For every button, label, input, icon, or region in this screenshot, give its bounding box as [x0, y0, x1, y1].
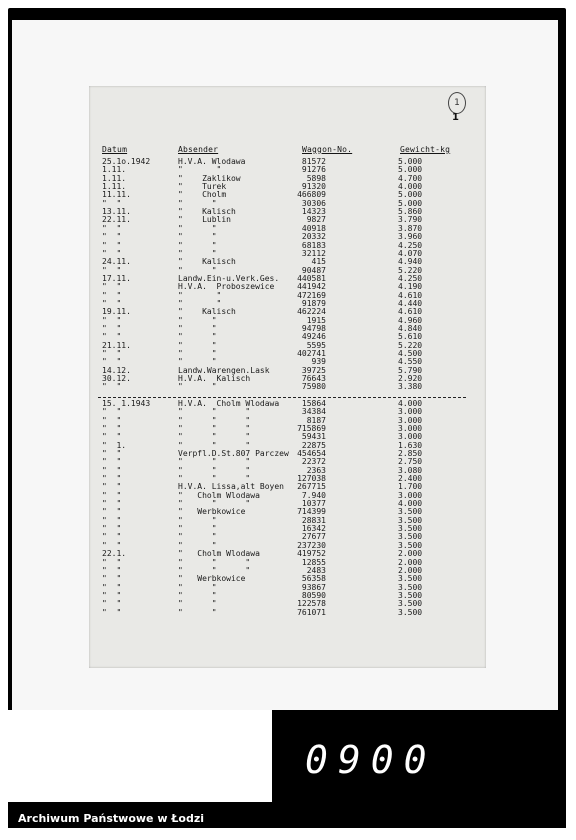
cell-datum: 17.11. [102, 273, 131, 283]
table-row [0, 383, 576, 391]
cell-datum: " " [102, 457, 122, 467]
cell-gewicht: 2.920 [398, 374, 423, 384]
header-waggon: Waggon-No. [302, 145, 353, 154]
cell-datum: " " [102, 324, 122, 333]
cell-absender: " " [178, 298, 222, 308]
cell-gewicht: 3.960 [398, 232, 423, 242]
cell-datum: " " [102, 448, 122, 458]
cell-waggon: 10377 [301, 499, 326, 508]
cell-absender: " " " [178, 465, 251, 475]
table-row [0, 333, 576, 341]
cell-waggon: 14323 [301, 207, 326, 217]
table-row [0, 358, 576, 366]
cell-waggon: 22875 [301, 440, 326, 450]
cell-waggon: 9827 [306, 215, 326, 225]
table-row [0, 158, 576, 166]
blank-label-area [8, 710, 272, 802]
table-row [0, 233, 576, 241]
cell-absender: " " " [178, 557, 251, 567]
page-number: 1 [452, 112, 459, 123]
cell-waggon: 2483 [306, 565, 326, 575]
table-row [0, 250, 576, 258]
table-row [0, 433, 576, 441]
cell-datum: " " [102, 473, 122, 483]
cell-absender: " " [178, 607, 217, 617]
table-row [0, 500, 576, 508]
cell-waggon: 27677 [301, 532, 326, 542]
cell-gewicht: 5.000 [398, 198, 423, 208]
cell-gewicht: 5.790 [398, 365, 423, 375]
cell-gewicht: 3.500 [398, 507, 423, 517]
table-row [0, 400, 576, 408]
cell-absender: Landw.Warengen.Lask [178, 365, 270, 375]
cell-datum: " " [102, 565, 122, 575]
cell-gewicht: 2.850 [398, 448, 423, 458]
cell-absender: H.V.A. Kalisch [178, 374, 251, 384]
cell-datum: " " [102, 382, 122, 392]
cell-gewicht: 4.250 [398, 240, 423, 250]
table-row [0, 325, 576, 333]
cell-absender: " " " [178, 499, 251, 508]
cell-gewicht: 2.750 [398, 457, 423, 467]
cell-absender: " " " [178, 565, 251, 575]
table-row [0, 300, 576, 308]
cell-waggon: 462224 [297, 307, 326, 317]
cell-datum: " " [102, 423, 122, 433]
cell-gewicht: 3.080 [398, 465, 423, 475]
cell-waggon: 34384 [301, 407, 326, 417]
cell-datum: " " [102, 490, 122, 500]
cell-gewicht: 3.500 [398, 540, 423, 550]
cell-datum: " " [102, 574, 122, 584]
cell-waggon: 454654 [297, 448, 326, 458]
cell-absender: " " [178, 290, 222, 300]
cell-gewicht: 2.000 [398, 549, 423, 559]
table-row [0, 483, 576, 491]
table-row [0, 342, 576, 350]
table-row [0, 283, 576, 291]
cell-datum: 24.11. [102, 257, 131, 267]
cell-waggon: 40918 [301, 223, 326, 233]
cell-gewicht: 5.220 [398, 265, 423, 275]
cell-absender: " " [178, 232, 217, 242]
cell-datum: " " [102, 265, 122, 275]
table-row [0, 175, 576, 183]
cell-absender: " " " [178, 432, 251, 442]
cell-gewicht: 4.960 [398, 315, 423, 325]
table-row [0, 492, 576, 500]
cell-waggon: 12855 [301, 557, 326, 567]
cell-waggon: 237230 [297, 540, 326, 550]
cell-datum: 22.1. [102, 549, 127, 559]
cell-waggon: 39725 [301, 365, 326, 375]
cell-absender: " " [178, 515, 217, 525]
cell-absender: " Lublin [178, 215, 231, 225]
cell-absender: " " [178, 265, 217, 275]
cell-absender: " " " [178, 473, 251, 483]
cell-absender: Landw.Ein-u.Verk.Ges. [178, 273, 280, 283]
cell-waggon: 440581 [297, 273, 326, 283]
cell-datum: 13.11. [102, 207, 131, 217]
cell-waggon: 127038 [297, 473, 326, 483]
cell-datum: 1.11. [102, 173, 127, 183]
table-row [0, 600, 576, 608]
cell-datum: " " [102, 298, 122, 308]
cell-waggon: 94798 [301, 324, 326, 333]
header-absender: Absender [178, 145, 219, 154]
cell-gewicht: 3.500 [398, 599, 423, 609]
cell-gewicht: 4.000 [398, 398, 423, 408]
cell-absender: " Zaklikow [178, 173, 241, 183]
cell-gewicht: 4.610 [398, 290, 423, 300]
cell-waggon: 419752 [297, 549, 326, 559]
table-row [0, 375, 576, 383]
cell-datum: " " [102, 198, 122, 208]
cell-gewicht: 5.610 [398, 332, 423, 342]
cell-gewicht: 5.000 [398, 157, 423, 166]
cell-waggon: 16342 [301, 524, 326, 533]
cell-datum: " " [102, 315, 122, 325]
table-row [0, 275, 576, 283]
cell-gewicht: 4.190 [398, 282, 423, 292]
cell-waggon: 80590 [301, 590, 326, 600]
cell-waggon: 20332 [301, 232, 326, 242]
cell-datum: " " [102, 607, 122, 617]
cell-waggon: 91879 [301, 298, 326, 308]
cell-gewicht: 2.000 [398, 565, 423, 575]
cell-gewicht: 2.400 [398, 473, 423, 483]
cell-gewicht: 3.790 [398, 215, 423, 225]
cell-absender: " " [178, 332, 217, 342]
cell-gewicht: 3.500 [398, 524, 423, 533]
cell-gewicht: 3.500 [398, 574, 423, 584]
cell-gewicht: 4.500 [398, 349, 423, 358]
cell-datum: " " [102, 290, 122, 300]
cell-absender: " Werbkowice [178, 574, 246, 584]
cell-datum: " 1. [102, 440, 127, 450]
cell-datum: 19.11. [102, 307, 131, 317]
cell-datum: " " [102, 349, 122, 358]
cell-gewicht: 3.500 [398, 582, 423, 592]
table-row [0, 525, 576, 533]
cell-waggon: 939 [311, 357, 326, 367]
cell-gewicht: 3.500 [398, 590, 423, 600]
table-row [0, 367, 576, 375]
header-datum: Datum [102, 145, 128, 154]
cell-waggon: 441942 [297, 282, 326, 292]
cell-gewicht: 3.380 [398, 382, 423, 392]
table-row [0, 258, 576, 266]
cell-waggon: 91320 [301, 182, 326, 192]
cell-datum: " " [102, 232, 122, 242]
cell-gewicht: 3.500 [398, 607, 423, 617]
table-row [0, 575, 576, 583]
table-row [0, 225, 576, 233]
cell-absender: H.V.A. Proboszewice [178, 282, 275, 292]
table-row [0, 292, 576, 300]
cell-waggon: 15864 [301, 398, 326, 408]
cell-gewicht: 3.500 [398, 532, 423, 542]
cell-waggon: 68183 [301, 240, 326, 250]
cell-datum: " " [102, 415, 122, 425]
table-row [0, 592, 576, 600]
cell-waggon: 30306 [301, 198, 326, 208]
cell-absender: " " " [178, 457, 251, 467]
cell-waggon: 1915 [306, 315, 326, 325]
cell-gewicht: 4.610 [398, 307, 423, 317]
cell-datum: " " [102, 248, 122, 258]
table-row [0, 208, 576, 216]
cell-absender: " " [178, 524, 217, 533]
cell-waggon: 90487 [301, 265, 326, 275]
cell-absender: " " [178, 315, 217, 325]
cell-absender: " " [178, 590, 217, 600]
cell-waggon: 472169 [297, 290, 326, 300]
cell-datum: " " [102, 465, 122, 475]
cell-absender: " Werbkowice [178, 507, 246, 517]
table-row [0, 584, 576, 592]
table-row [0, 183, 576, 191]
table-row [0, 567, 576, 575]
table-row [0, 191, 576, 199]
cell-waggon: 49246 [301, 332, 326, 342]
table-row [0, 317, 576, 325]
cell-datum: " " [102, 332, 122, 342]
cell-gewicht: 3.000 [398, 423, 423, 433]
cell-absender: H.V.A. Wlodawa [178, 157, 246, 166]
cell-gewicht: 3.000 [398, 407, 423, 417]
cell-gewicht: 5.000 [398, 165, 423, 175]
cell-waggon: 93867 [301, 582, 326, 592]
cell-absender: " " [178, 324, 217, 333]
cell-waggon: 76643 [301, 374, 326, 384]
cell-absender: " " " [178, 407, 251, 417]
cell-waggon: 5595 [306, 340, 326, 350]
cell-waggon: 761071 [297, 607, 326, 617]
section-divider [98, 397, 466, 398]
cell-datum: " " [102, 582, 122, 592]
cell-datum: " " [102, 540, 122, 550]
cell-datum: " " [102, 507, 122, 517]
cell-absender: " " [178, 532, 217, 542]
cell-gewicht: 1.700 [398, 482, 423, 492]
cell-absender: " " [178, 165, 222, 175]
cell-absender: H.V.A. Cholm Wlodawa [178, 398, 280, 408]
frame-counter: 0900 [305, 738, 437, 782]
cell-waggon: 122578 [297, 599, 326, 609]
cell-absender: " Turek [178, 182, 227, 192]
table-row [0, 417, 576, 425]
table-row [0, 517, 576, 525]
cell-waggon: 402741 [297, 349, 326, 358]
cell-absender: " " [178, 340, 217, 350]
cell-datum: " " [102, 515, 122, 525]
table-row [0, 408, 576, 416]
cell-absender: " " [178, 540, 217, 550]
table-row [0, 467, 576, 475]
cell-waggon: 715869 [297, 423, 326, 433]
cell-gewicht: 3.000 [398, 490, 423, 500]
cell-gewicht: 4.000 [398, 499, 423, 508]
cell-datum: 11.11. [102, 190, 131, 200]
cell-datum: " " [102, 599, 122, 609]
table-row [0, 533, 576, 541]
table-row [0, 425, 576, 433]
cell-datum: " " [102, 524, 122, 533]
cell-datum: 30.12. [102, 374, 131, 384]
cell-waggon: 75980 [301, 382, 326, 392]
table-row [0, 350, 576, 358]
cell-datum: " " [102, 223, 122, 233]
cell-gewicht: 4.000 [398, 182, 423, 192]
cell-waggon: 8187 [306, 415, 326, 425]
cell-gewicht: 2.000 [398, 557, 423, 567]
cell-absender: " Cholm [178, 190, 227, 200]
cell-waggon: 91276 [301, 165, 326, 175]
archive-caption: Archiwum Państwowe w Łodzi [18, 812, 205, 825]
cell-datum: 1.11. [102, 165, 127, 175]
cell-gewicht: 5.000 [398, 190, 423, 200]
table-row [0, 200, 576, 208]
cell-absender: " " [178, 223, 217, 233]
cell-waggon: 415 [311, 257, 326, 267]
cell-waggon: 81572 [301, 157, 326, 166]
cell-gewicht: 3.870 [398, 223, 423, 233]
cell-absender: " " " [178, 423, 251, 433]
cell-absender: " " [178, 198, 217, 208]
cell-datum: " " [102, 532, 122, 542]
table-row [0, 542, 576, 550]
cell-absender: " " " [178, 440, 251, 450]
table-row [0, 458, 576, 466]
table-row [0, 308, 576, 316]
cell-waggon: 2363 [306, 465, 326, 475]
cell-absender: " Kalisch [178, 207, 236, 217]
cell-gewicht: 4.550 [398, 357, 423, 367]
cell-gewicht: 1.630 [398, 440, 423, 450]
cell-absender: " " [178, 382, 217, 392]
cell-waggon: 7.940 [301, 490, 326, 500]
cell-gewicht: 3.500 [398, 515, 423, 525]
table-row [0, 267, 576, 275]
cell-datum: 21.11. [102, 340, 131, 350]
cell-gewicht: 5.220 [398, 340, 423, 350]
cell-datum: " " [102, 432, 122, 442]
cell-gewicht: 4.940 [398, 257, 423, 267]
cell-waggon: 22372 [301, 457, 326, 467]
cell-absender: " " [178, 357, 217, 367]
table-row [0, 242, 576, 250]
cell-gewicht: 4.070 [398, 248, 423, 258]
cell-datum: " " [102, 499, 122, 508]
cell-absender: " " [178, 240, 217, 250]
cell-datum: 25.1o.1942 [102, 157, 151, 166]
cell-absender: " Kalisch [178, 307, 236, 317]
cell-waggon: 714399 [297, 507, 326, 517]
cell-absender: " Cholm Wlodawa [178, 490, 260, 500]
cell-gewicht: 3.000 [398, 415, 423, 425]
cell-absender: " Kalisch [178, 257, 236, 267]
header-gewicht: Gewicht-kg [400, 145, 451, 154]
cell-absender: " " [178, 599, 217, 609]
table-row [0, 450, 576, 458]
cell-gewicht: 4.250 [398, 273, 423, 283]
table-row [0, 559, 576, 567]
table-row [0, 216, 576, 224]
cell-waggon: 267715 [297, 482, 326, 492]
cell-datum: " " [102, 557, 122, 567]
cell-waggon: 56358 [301, 574, 326, 584]
cell-absender: Verpfl.D.St.807 Parczew [178, 448, 289, 458]
cell-gewicht: 4.440 [398, 298, 423, 308]
cell-datum: " " [102, 240, 122, 250]
table-row [0, 508, 576, 516]
cell-datum: " " [102, 282, 122, 292]
cell-absender: " " " [178, 415, 251, 425]
cell-waggon: 466809 [297, 190, 326, 200]
table-row [0, 475, 576, 483]
table-row [0, 609, 576, 617]
cell-absender: " " [178, 582, 217, 592]
cell-waggon: 28831 [301, 515, 326, 525]
cell-gewicht: 3.000 [398, 432, 423, 442]
table-row [0, 550, 576, 558]
cell-waggon: 59431 [301, 432, 326, 442]
cell-absender: " " [178, 248, 217, 258]
cell-absender: H.V.A. Lissa,alt Boyen [178, 482, 284, 492]
cell-datum: 15. 1.1943 [102, 398, 151, 408]
cell-datum: " " [102, 482, 122, 492]
cell-absender: " " [178, 349, 217, 358]
cell-datum: 22.11. [102, 215, 131, 225]
cell-gewicht: 5.860 [398, 207, 423, 217]
cell-gewicht: 4.700 [398, 173, 423, 183]
cell-datum: " " [102, 357, 122, 367]
cell-datum: " " [102, 590, 122, 600]
cell-gewicht: 4.840 [398, 324, 423, 333]
cell-absender: " Cholm Wlodawa [178, 549, 260, 559]
cell-datum: 1.11. [102, 182, 127, 192]
table-row [0, 166, 576, 174]
cell-datum: 14.12. [102, 365, 131, 375]
cell-waggon: 5898 [306, 173, 326, 183]
page-stamp: 1 [448, 92, 466, 114]
cell-datum: " " [102, 407, 122, 417]
cell-waggon: 32112 [301, 248, 326, 258]
